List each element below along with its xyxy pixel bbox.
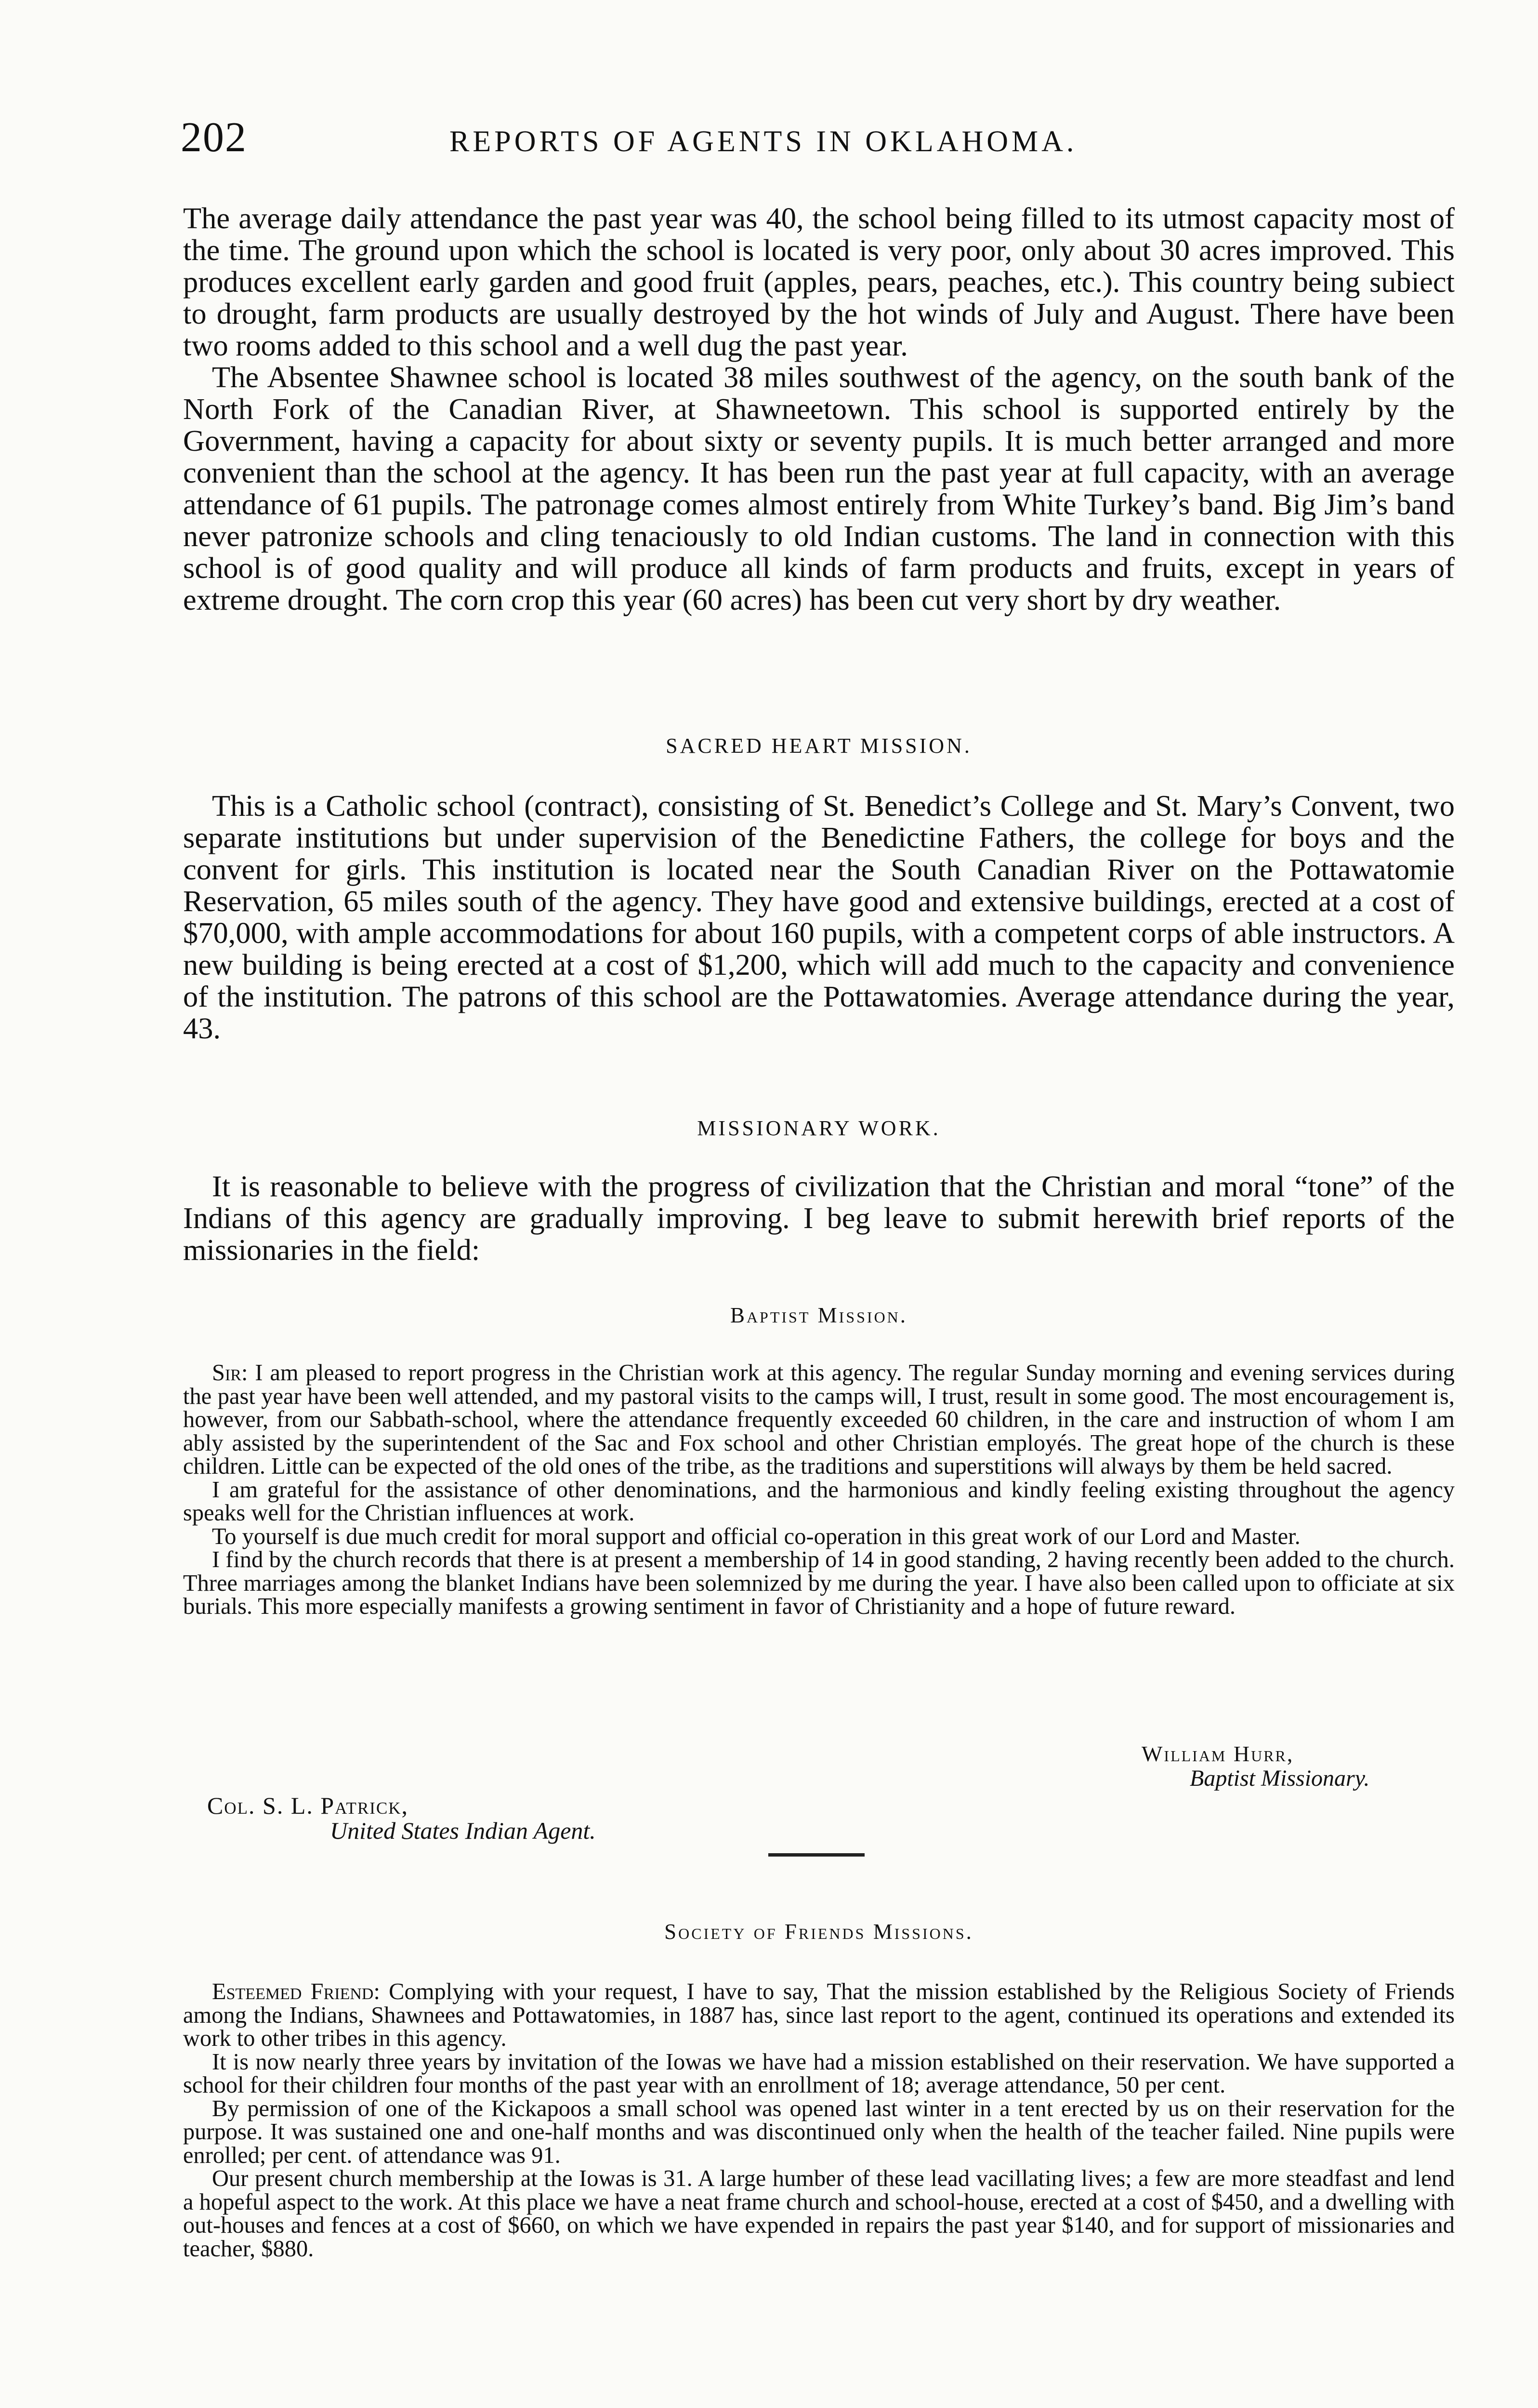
friends-paragraph-4: Our present church membership at the Iowas is 31. A large humber of these lead vacillating lives; a few are more steadfast and lend a hopeful aspect to the work. At this place we have a neat frame church and school-house, erected at a cost of $450, and a dwelling with out-houses and fences at a cost of $660, on which we have expended in repairs the past year $140, and for support of missionaries and teacher, $880.	[183, 2166, 1455, 2262]
baptist-salutation: Sir	[212, 1360, 241, 1386]
missionary-work-section	[183, 1170, 1455, 1266]
running-head: REPORTS OF AGENTS IN OKLAHOMA.	[449, 125, 1078, 158]
baptist-letter	[183, 1361, 1455, 1619]
missionary-work-paragraph: It is reasonable to believe with the progress of civilization that the Christian and moral “tone” of the Indians of this agency are gradually improving. I beg leave to submit herewith brief reports of the missionaries in the field:	[183, 1169, 1455, 1267]
sacred-heart-heading: SACRED HEART MISSION.	[666, 734, 972, 758]
baptist-paragraph-3: To yourself is due much credit for moral support and official co-operation in this great work of our Lord and Master.	[212, 1523, 1301, 1549]
sacred-heart-paragraph: This is a Catholic school (contract), consisting of St. Benedict’s College and St. Mary’s Convent, two separate institutions but under supervision of the Benedictine Fathers, the college for boys and the convent for girls. This institution is located near the South Canadian River on the Pottawatomie Reservation, 65 miles south of the agency. They have good and extensive buildings, erected at a cost of $70,000, with ample accommodations for about 160 pupils, with a competent corps of able instructors. A new building is being erected at a cost of $1,200, which will add much to the capacity and convenience of the institution. The patrons of this school are the Pottawatomies. Average attendance during the year, 43.	[183, 789, 1455, 1045]
baptist-addressee-title: United States Indian Agent.	[330, 1817, 596, 1844]
page-number: 202	[181, 114, 247, 161]
friends-salutation: Esteemed Friend	[212, 1979, 374, 2004]
intro-paragraph-2: The Absentee Shawnee school is located 38 miles southwest of the agency, on the south bank of the North Fork of the Canadian River, at Shawneetown. This school is supported entirely by the Government, having a capacity for about sixty or seventy pupils. It is much better arranged and more convenient than the school at the agency. It has been run the past year at full capacity, with an average attendance of 61 pupils. The patronage comes almost entirely from White Turkey’s band. Big Jim’s band never patronize schools and cling tenaciously to old Indian customs. The land in connection with this school is of good quality and will produce all kinds of farm products and fruits, except in years of extreme drought. The corn crop this year (60 acres) has been cut very short by dry weather.	[183, 360, 1455, 616]
baptist-signature-name: William Hurr,	[1142, 1741, 1294, 1766]
sacred-heart-section	[183, 790, 1455, 1044]
friends-paragraph-1-text: : Complying with your request, I have to say, That the mission established by the Religious Society of Friends among the Indians, Shawnees and Pottawatomies, in 1887 has, since last report to the agent, continued its operations and extended its work to other tribes in this agency.	[183, 1979, 1455, 2051]
baptist-signature-title: Baptist Missionary.	[1190, 1766, 1370, 1791]
page-header	[181, 113, 1443, 162]
baptist-paragraph-2: I am grateful for the assistance of other denominations, and the harmonious and kindly feeling existing throughout the agency speaks well for the Christian influences at work.	[183, 1477, 1455, 1526]
section-divider	[768, 1853, 865, 1857]
friends-paragraph-2: It is now nearly three years by invitation of the Iowas we have had a mission established on their reservation. We have supported a school for their children four months of the past year with an enrollment of 18; average attendance, 50 per cent.	[183, 2049, 1455, 2098]
friends-letter	[183, 1980, 1455, 2261]
baptist-mission-heading: Baptist Mission.	[730, 1303, 908, 1327]
friends-paragraph-1	[183, 1980, 1455, 2051]
baptist-addressee-name: Col. S. L. Patrick,	[207, 1792, 409, 1819]
baptist-paragraph-4: I find by the church records that there is at present a membership of 14 in good standing, 2 having recently been added to the church. Three marriages among the blanket Indians have been solemnized by me during the year. I have also been called upon to officiate at six burials. This more especially manifests a growing sentiment in favor of Christianity and a hope of future reward.	[183, 1547, 1455, 1619]
friends-mission-heading: Society of Friends Missions.	[664, 1920, 973, 1944]
baptist-paragraph-1-text: : I am pleased to report progress in the Christian work at this agency. The regular Sunday morning and evening services during the past year have been well attended, and my pastoral visits to the camps will, I trust, result in some good. The most encouragement is, however, from our Sabbath-school, where the attendance frequently exceeded 60 children, in the care and instruction of whom I am ably assisted by the superintendent of the Sac and Fox school and other Christian employés. The great hope of the church is these children. Little can be expected of the old ones of the tribe, as the traditions and superstitions will always by them be held sacred.	[183, 1360, 1455, 1479]
friends-paragraph-3: By permission of one of the Kickapoos a small school was opened last winter in a tent erected by us on their reservation for the purpose. It was sustained one and one-half months and was discontinued only when the health of the teacher failed. Nine pupils were enrolled; per cent. of attendance was 91.	[183, 2095, 1455, 2168]
missionary-work-heading: MISSIONARY WORK.	[697, 1116, 941, 1140]
intro-section	[183, 202, 1455, 615]
intro-paragraph-1: The average daily attendance the past year was 40, the school being filled to its utmost capacity most of the time. The ground upon which the school is located is very poor, only about 30 acres improved. This produces excellent early garden and good fruit (apples, pears, peaches, etc.). This country being subiect to drought, farm products are usually destroyed by the hot winds of July and August. There have been two rooms added to this school and a well dug the past year.	[183, 201, 1455, 362]
baptist-paragraph-1	[183, 1361, 1455, 1479]
